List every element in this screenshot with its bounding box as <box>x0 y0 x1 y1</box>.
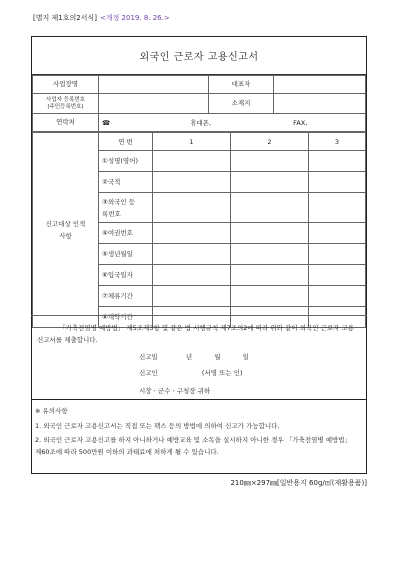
column-header-1: 1 <box>153 133 231 151</box>
reporter-line <box>139 368 243 377</box>
registration-number-label-line1: 사업자 등록번호 <box>46 96 85 103</box>
form-number: [별지 제1호의2서식] <box>33 14 97 22</box>
phone-icon: ☎ <box>102 119 111 127</box>
row-label-name: ①성명(영어) <box>99 151 153 172</box>
cell-name-1[interactable] <box>153 151 231 172</box>
employer-table <box>32 75 366 132</box>
cell-birthdate-2[interactable] <box>231 244 309 265</box>
cell-entry-date-3[interactable] <box>309 265 366 286</box>
cell-passport-2[interactable] <box>231 223 309 244</box>
business-name-label: 사업장명 <box>33 76 99 94</box>
form-title: 외국인 근로자 고용신고서 <box>32 37 366 75</box>
declaration-text: 「가축전염병 예방법」 제5조제3항 및 같은 법 시행규칙 제7조의2에 따라 위와 같이 외국인 근로자 고용신고서를 제출합니다. <box>37 324 355 344</box>
row-label-contract-period: ⑧계약기간 <box>99 307 153 328</box>
address-label: 소재지 <box>209 94 274 114</box>
report-date-line <box>139 352 249 361</box>
column-header-2: 2 <box>231 133 309 151</box>
row-label-alien-reg <box>99 193 153 223</box>
cell-entry-date-2[interactable] <box>231 265 309 286</box>
cell-passport-1[interactable] <box>153 223 231 244</box>
contact-row <box>33 114 366 132</box>
cell-passport-3[interactable] <box>309 223 366 244</box>
cell-nationality-3[interactable] <box>309 172 366 193</box>
cell-birthdate-1[interactable] <box>153 244 231 265</box>
row-label-passport: ④여권번호 <box>99 223 153 244</box>
month-label: 월 <box>214 353 221 361</box>
notes-section <box>31 399 367 474</box>
cell-alien-reg-2[interactable] <box>231 193 309 223</box>
mobile-label: 휴대폰, <box>190 119 212 127</box>
business-row <box>33 76 366 94</box>
report-date-label: 신고일 <box>139 353 158 361</box>
year-label: 년 <box>185 353 193 361</box>
worker-section-label-line2: 사항 <box>59 232 72 240</box>
note-item-1: 1. 외국인 근로자 고용신고서는 직접 또는 팩스 등의 방법에 의하여 신고가 가능합니다. <box>35 422 280 430</box>
cell-stay-period-1[interactable] <box>153 286 231 307</box>
column-header-3: 3 <box>309 133 366 151</box>
representative-field[interactable] <box>274 76 366 94</box>
row-label-entry-date: ⑥입국일자 <box>99 265 153 286</box>
business-name-field[interactable] <box>99 76 209 94</box>
representative-label: 대표자 <box>209 76 274 94</box>
serial-number-header: 연 번 <box>99 133 153 151</box>
registration-number-label-line2: (주민등록번호) <box>47 103 84 110</box>
cell-entry-date-1[interactable] <box>153 265 231 286</box>
day-label: 일 <box>242 353 249 361</box>
worker-section-label-line1: 신고대상 인적 <box>45 220 86 228</box>
address-field[interactable] <box>274 94 366 114</box>
row-label-nationality: ②국적 <box>99 172 153 193</box>
row-label-stay-period: ⑦체류기간 <box>99 286 153 307</box>
cell-nationality-1[interactable] <box>153 172 231 193</box>
cell-alien-reg-1[interactable] <box>153 193 231 223</box>
registration-number-label <box>33 94 99 114</box>
cell-stay-period-3[interactable] <box>309 286 366 307</box>
declaration-section <box>31 315 367 399</box>
reporter-label: 신고인 <box>139 369 158 377</box>
cell-nationality-2[interactable] <box>231 172 309 193</box>
cell-alien-reg-3[interactable] <box>309 193 366 223</box>
worker-section-label <box>33 133 99 328</box>
row-label-alien-reg-line2: 록번호 <box>102 209 121 218</box>
cell-name-2[interactable] <box>231 151 309 172</box>
signature-field[interactable]: (서명 또는 인) <box>201 369 243 377</box>
cell-stay-period-2[interactable] <box>231 286 309 307</box>
notes-title: ※ 유의사항 <box>35 407 68 415</box>
contact-label: 연락처 <box>33 114 99 132</box>
cell-birthdate-3[interactable] <box>309 244 366 265</box>
contact-field[interactable] <box>99 114 366 132</box>
row-label-birthdate: ⑤생년월일 <box>99 244 153 265</box>
registration-row <box>33 94 366 114</box>
paper-spec-footer: 210㎜×297㎜[일반용지 60g/㎡(재활용품)] <box>230 479 367 487</box>
worker-header-row <box>33 133 366 151</box>
fax-label: FAX, <box>293 119 308 127</box>
worker-table <box>32 132 366 328</box>
form-header <box>33 13 170 23</box>
recipient-line: 시장ㆍ군수ㆍ구청장 귀하 <box>139 387 211 395</box>
row-label-alien-reg-line1: ③외국인 등 <box>102 197 136 206</box>
registration-number-field[interactable] <box>99 94 209 114</box>
note-item-2: 2. 외국인 근로자 고용신고를 하지 아니하거나 예방교육 및 소독을 실시하지 아니한 경우 「가축전염병 예방법」 제60조에 따라 500만원 이하의 과태료에 처하게 될 수 있습니다. <box>35 436 352 456</box>
cell-name-3[interactable] <box>309 151 366 172</box>
amendment-date: <개정 2019. 8. 26.> <box>99 14 170 22</box>
